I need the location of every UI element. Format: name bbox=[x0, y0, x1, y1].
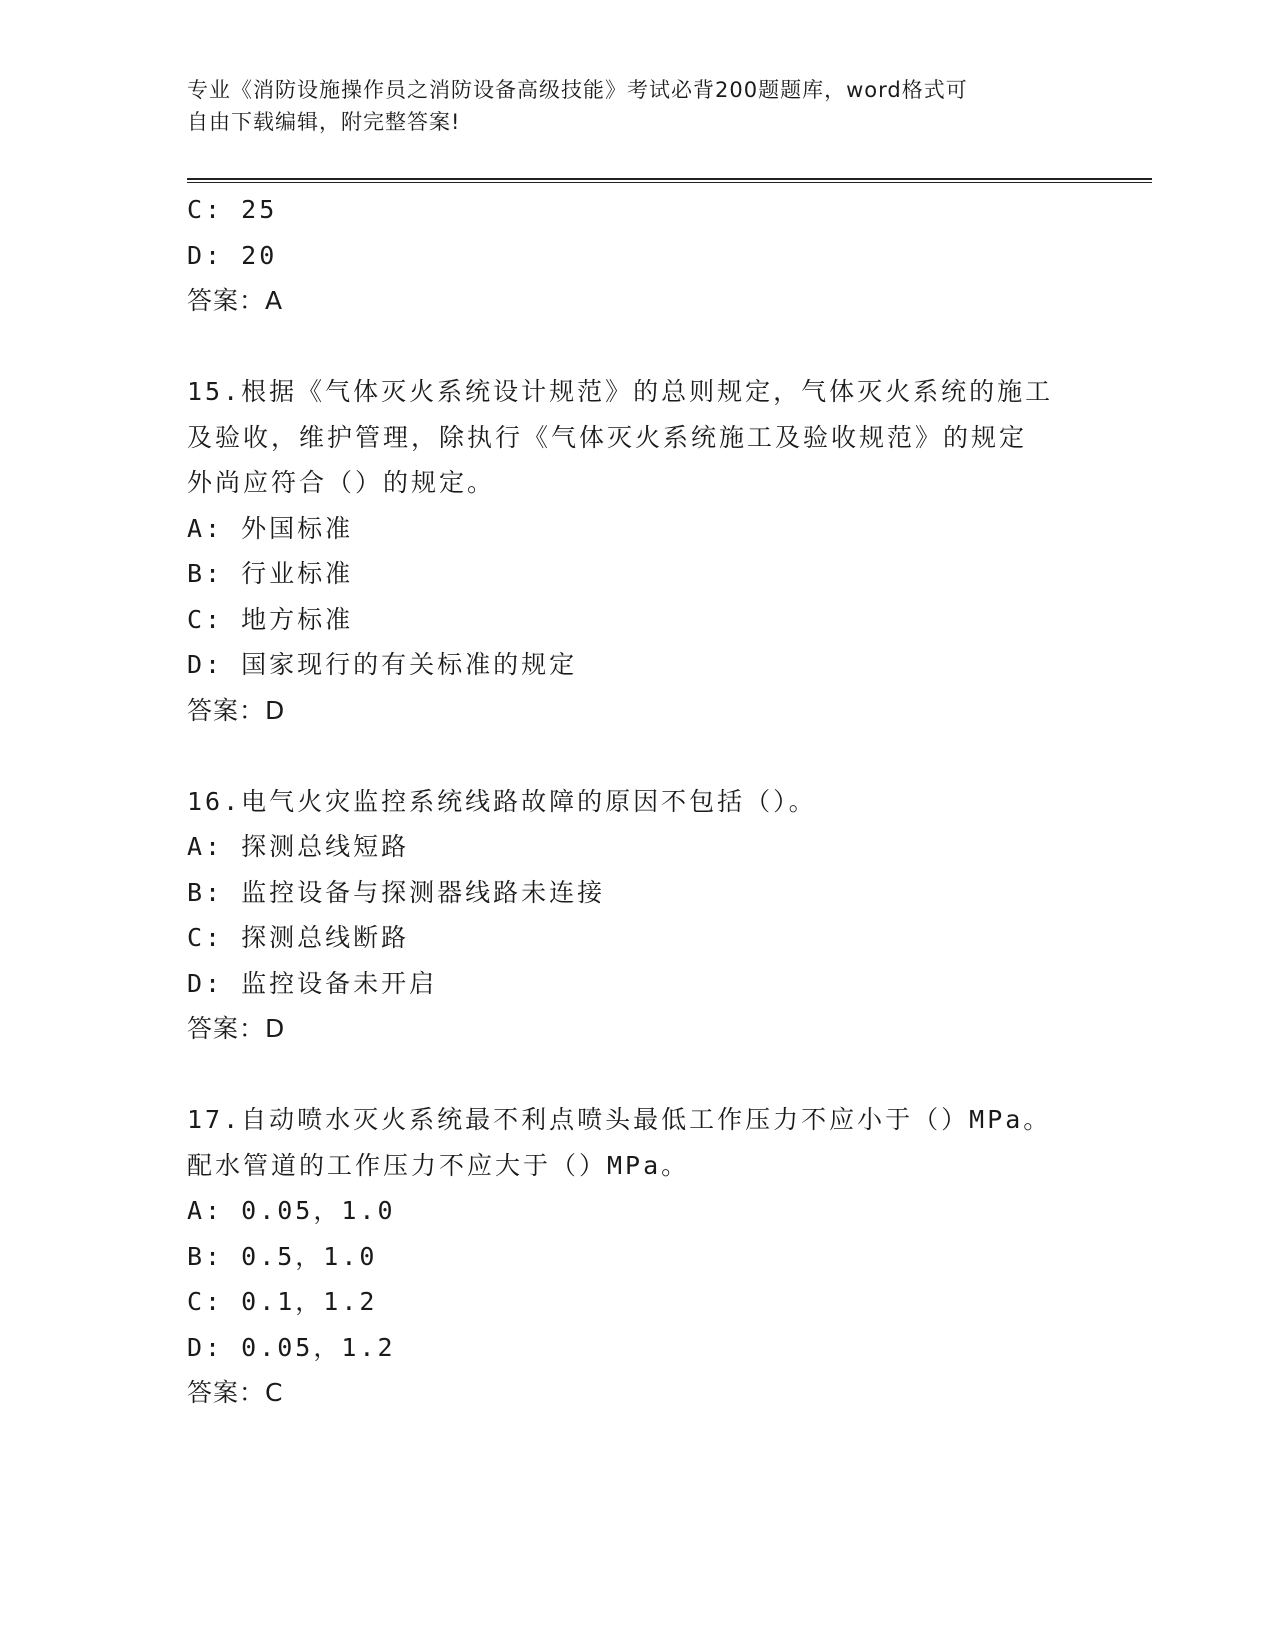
answer-line: 答案：C bbox=[187, 1378, 284, 1407]
answer-line: 答案：A bbox=[187, 286, 284, 315]
question-text: 外尚应符合（）的规定。 bbox=[187, 468, 496, 497]
option-c: C: 探测总线断路 bbox=[187, 923, 410, 952]
answer-line: 答案：D bbox=[187, 1014, 286, 1043]
header-divider bbox=[187, 178, 1152, 180]
header-line-1: 专业《消防设施操作员之消防设备高级技能》考试必背200题题库，word格式可 bbox=[187, 78, 968, 102]
question-text: 及验收，维护管理，除执行《气体灭火系统施工及验收规范》的规定 bbox=[187, 422, 1028, 452]
question-16 bbox=[187, 779, 1087, 1052]
option-b: B: 行业标准 bbox=[187, 559, 354, 588]
option-b: B: 监控设备与探测器线路未连接 bbox=[187, 877, 606, 907]
option-b: B: 0.5，1.0 bbox=[187, 1241, 378, 1271]
option-d: D: 监控设备未开启 bbox=[187, 968, 438, 998]
question-text: 配水管道的工作压力不应大于（）MPa。 bbox=[187, 1150, 690, 1180]
option-c: C: 地方标准 bbox=[187, 604, 354, 634]
option-d: D: 0.05，1.2 bbox=[187, 1332, 396, 1362]
option-a: A: 探测总线短路 bbox=[187, 832, 410, 861]
answer-line: 答案：D bbox=[187, 695, 286, 725]
question-15 bbox=[187, 369, 1087, 733]
option-c: C: 25 bbox=[187, 195, 278, 224]
previous-question-tail bbox=[187, 187, 1087, 324]
question-list bbox=[187, 187, 1087, 1416]
option-d: D: 国家现行的有关标准的规定 bbox=[187, 650, 578, 679]
document-header bbox=[187, 74, 1067, 138]
question-text: 16.电气火灾监控系统线路故障的原因不包括（）。 bbox=[187, 786, 817, 816]
option-c: C: 0.1，1.2 bbox=[187, 1287, 378, 1316]
header-divider-thin bbox=[187, 182, 1152, 183]
option-d: D: 20 bbox=[187, 240, 278, 270]
question-text: 15.根据《气体灭火系统设计规范》的总则规定，气体灭火系统的施工 bbox=[187, 377, 1054, 406]
question-text: 17.自动喷水灭火系统最不利点喷头最低工作压力不应小于（）MPa。 bbox=[187, 1105, 1052, 1134]
header-line-2: 自由下载编辑，附完整答案! bbox=[187, 110, 461, 134]
option-a: A: 0.05，1.0 bbox=[187, 1196, 396, 1225]
option-a: A: 外国标准 bbox=[187, 513, 354, 543]
question-17 bbox=[187, 1097, 1087, 1416]
